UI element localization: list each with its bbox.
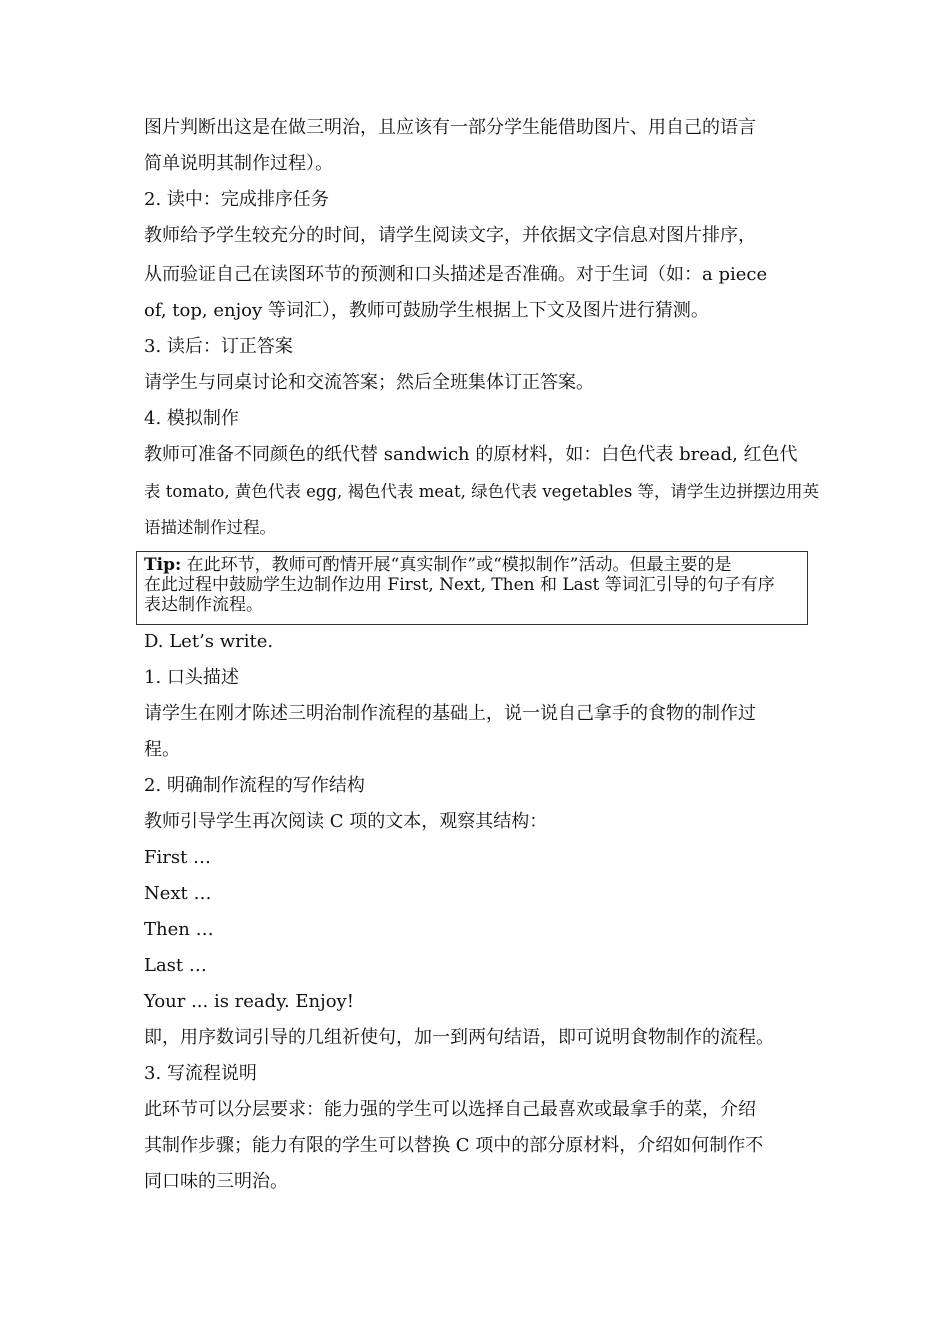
- paragraph-line: 教师给予学生较充分的时间，请学生阅读文字，并依据文字信息对图片排序，: [144, 225, 756, 246]
- section-heading: 3. 写流程说明: [144, 1063, 257, 1084]
- structure-item: Then …: [144, 919, 214, 940]
- paragraph-line: 此环节可以分层要求：能力强的学生可以选择自己最喜欢或最拿手的菜，介绍: [144, 1099, 756, 1120]
- paragraph-line: 请学生在刚才陈述三明治制作流程的基础上，说一说自己拿手的食物的制作过: [144, 703, 756, 724]
- structure-item: Your ... is ready. Enjoy!: [144, 991, 354, 1012]
- paragraph-line: 教师引导学生再次阅读 C 项的文本，观察其结构：: [144, 811, 548, 832]
- paragraph-line: 语描述制作过程。: [144, 518, 276, 537]
- paragraph-line: 教师可准备不同颜色的纸代替 sandwich 的原材料，如：白色代表 bread, 红色代: [144, 444, 798, 465]
- paragraph-line: of, top, enjoy 等词汇），教师可鼓励学生根据上下文及图片进行猜测。: [144, 300, 709, 321]
- tip-box: [136, 551, 808, 625]
- tip-line: 表达制作流程。: [144, 595, 263, 615]
- section-title: D. Let’s write.: [144, 631, 274, 652]
- section-heading: 4. 模拟制作: [144, 408, 239, 429]
- paragraph-line: 即，用序数词引导的几组祈使句，加一到两句结语，即可说明食物制作的流程。: [144, 1027, 774, 1048]
- tip-line: Tip: 在此环节，教师可酌情开展“真实制作”或“模拟制作”活动。但最主要的是: [144, 555, 732, 575]
- paragraph-line: 其制作步骤；能力有限的学生可以替换 C 项中的部分原材料，介绍如何制作不: [144, 1135, 764, 1156]
- paragraph-line: 从而验证自己在读图环节的预测和口头描述是否准确。对于生词（如：a piece: [144, 264, 768, 285]
- tip-label: Tip:: [144, 555, 182, 575]
- structure-item: Last …: [144, 955, 207, 976]
- paragraph-line: 请学生与同桌讨论和交流答案；然后全班集体订正答案。: [144, 372, 594, 393]
- paragraph-line: 表 tomato, 黄色代表 egg, 褐色代表 meat, 绿色代表 vegetables 等，请学生边拼摆边用英: [144, 482, 820, 501]
- paragraph-line: 图片判断出这是在做三明治，且应该有一部分学生能借助图片、用自己的语言: [144, 117, 756, 138]
- paragraph-line: 程。: [144, 739, 180, 760]
- structure-item: First …: [144, 847, 212, 868]
- section-heading: 2. 明确制作流程的写作结构: [144, 775, 365, 796]
- section-heading: 2. 读中：完成排序任务: [144, 189, 329, 210]
- tip-line: 在此过程中鼓励学生边制作边用 First, Next, Then 和 Last 等词汇引导的句子有序: [144, 575, 775, 595]
- paragraph-line: 简单说明其制作过程）。: [144, 153, 333, 174]
- section-heading: 3. 读后：订正答案: [144, 336, 293, 357]
- section-heading: 1. 口头描述: [144, 667, 239, 688]
- paragraph-line: 同口味的三明治。: [144, 1171, 288, 1192]
- structure-item: Next …: [144, 883, 212, 904]
